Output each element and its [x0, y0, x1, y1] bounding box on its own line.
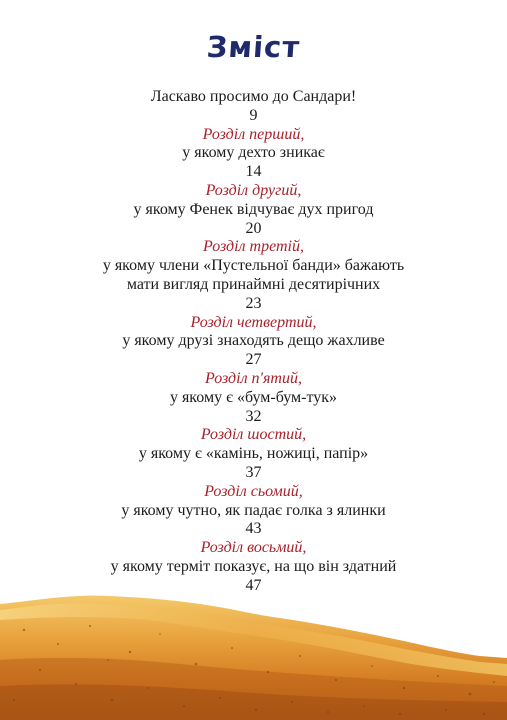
toc-intro-page: 9: [249, 106, 258, 124]
toc-chapter-7-page: 43: [245, 520, 262, 538]
toc-chapter-2-heading: Розділ другий,: [205, 181, 302, 199]
toc-chapter-1-page: 14: [245, 163, 262, 181]
toc-chapter-5-page: 32: [245, 407, 262, 425]
table-of-contents: [0, 88, 507, 596]
toc-chapter-8-heading: Розділ восьмий,: [200, 539, 307, 557]
toc-chapter-3-subtitle-line-2: мати вигляд принаймні десятирічних: [126, 275, 381, 293]
toc-chapter-3-page: 23: [245, 294, 262, 312]
toc-chapter-5-heading: Розділ п'ятий,: [205, 369, 302, 387]
toc-chapter-2-page: 20: [245, 219, 262, 237]
toc-chapter-1-heading: Розділ перший,: [202, 125, 305, 143]
toc-chapter-8-subtitle: у якому терміт показує, на що він здатний: [110, 557, 397, 575]
toc-chapter-4-page: 27: [245, 351, 262, 369]
toc-chapter-6-subtitle: у якому є «камінь, ножиці, папір»: [138, 445, 369, 463]
toc-chapter-7-heading: Розділ сьомий,: [204, 482, 303, 500]
toc-chapter-3-heading: Розділ третій,: [203, 238, 304, 256]
toc-chapter-4-heading: Розділ четвертий,: [190, 313, 317, 331]
toc-chapter-7-subtitle: у якому чутно, як падає голка з ялинки: [121, 501, 386, 519]
toc-intro-text: Ласкаво просимо до Сандари!: [150, 88, 357, 105]
toc-chapter-4-subtitle: у якому друзі знаходять дещо жахливе: [122, 332, 385, 350]
page-title: Зміст: [205, 30, 302, 64]
desert-sand-illustration: [0, 557, 507, 720]
toc-chapter-2-subtitle: у якому Фенек відчуває дух пригод: [133, 200, 374, 218]
toc-chapter-1-subtitle: у якому дехто зникає: [182, 144, 325, 162]
toc-chapter-8-page: 47: [245, 576, 262, 594]
toc-chapter-3-subtitle-line-1: у якому члени «Пустельної банди» бажають: [102, 257, 405, 275]
toc-chapter-5-subtitle: у якому є «бум-бум-тук»: [169, 388, 338, 406]
toc-chapter-6-heading: Розділ шостий,: [200, 426, 307, 444]
toc-chapter-6-page: 37: [245, 463, 262, 481]
